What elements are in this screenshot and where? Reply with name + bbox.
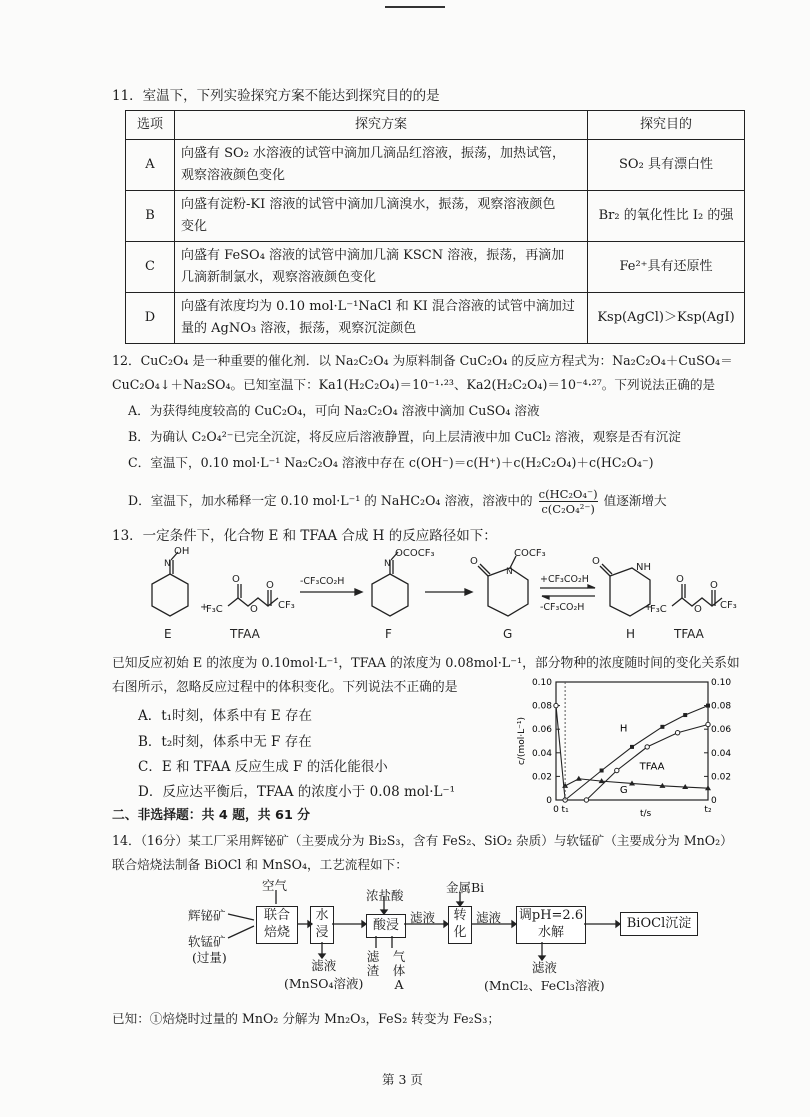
svg-text:O: O (266, 580, 274, 591)
col-header-plan: 探究方案 (175, 111, 588, 140)
goal-cell: Ksp(AgCl)＞Ksp(AgI) (588, 293, 745, 344)
q14-line1: 14．（16分）某工厂采用辉铋矿（主要成分为 Bi₂S₃，含有 FeS₂、SiO₂ 杂质）与软锰矿（主要成分为 MnO₂） (112, 833, 733, 848)
q14-line2: 联合焙烧法制备 BiOCl 和 MnSO₄，工艺流程如下： (112, 857, 408, 872)
arrow-label-1: -CF₃CO₂H (300, 576, 345, 587)
reaction-scheme (140, 546, 740, 646)
step-hydrolysis: 调pH=2.6 水解 (516, 906, 586, 944)
label-tfaa-2: TFAA (674, 627, 704, 641)
x-tick-label: t₂ (704, 805, 712, 815)
svg-text:N: N (164, 559, 171, 569)
arrow-label-forward: +CF₃CO₂H (540, 574, 589, 585)
page-number: 第 3 页 (382, 1072, 423, 1087)
y-axis-label: c/(mol·L⁻¹) (517, 716, 527, 766)
col-header-option: 选项 (126, 111, 175, 140)
point-tfaa (554, 703, 558, 707)
group-oh: OH (174, 546, 190, 557)
plus-sign: + (200, 602, 209, 613)
table-row (126, 191, 745, 242)
step-water-leach: 水 浸 (310, 906, 334, 944)
step-acid-leach: 酸浸 (366, 914, 406, 938)
input-metal-bi: 金属Bi (446, 880, 485, 895)
svg-text:O: O (232, 574, 240, 585)
y-tick-label: 0.02 (531, 772, 552, 783)
fraction-denominator: c(C₂O₄²⁻) (541, 502, 595, 516)
flow-arrows (180, 876, 710, 986)
option-label: C (126, 242, 175, 293)
input-excess: (过量) (192, 950, 227, 965)
y-tick-label: 0.06 (531, 725, 552, 736)
goal-cell: Fe²⁺具有还原性 (588, 242, 745, 293)
input-air: 空气 (262, 878, 288, 893)
q12-line1: 12．CuC₂O₄ 是一种重要的催化剂．以 Na₂C₂O₄ 为原料制备 CuC₂O₄ 的反应方程式为：Na₂C₂O₄＋CuSO₄＝ (112, 353, 733, 368)
y-tick-label: 0.10 (531, 678, 552, 688)
step-convert: 转 化 (448, 906, 472, 944)
series-line-h (565, 706, 708, 800)
col-header-goal: 探究目的 (588, 111, 745, 140)
svg-text:N: N (384, 559, 391, 569)
option-label: B (126, 191, 175, 242)
svg-text:O: O (676, 574, 684, 585)
y-tick-label: 0.04 (531, 748, 552, 759)
series-label-g: G (619, 784, 628, 796)
y-tick-label-right: 0 (711, 796, 717, 806)
y-tick-label-right: 0.02 (711, 772, 732, 783)
svg-text:N: N (506, 567, 513, 577)
input-pyrolusite: 软锰矿 (188, 934, 226, 949)
table-row (126, 242, 745, 293)
option-label: A (126, 140, 175, 191)
svg-text:O: O (710, 580, 718, 591)
svg-text:CF₃: CF₃ (278, 600, 295, 611)
svg-text:O: O (592, 556, 600, 567)
label-filtrate-1: 滤液 (410, 910, 436, 925)
q12-option-a: A．为获得纯度较高的 CuC₂O₄，可向 Na₂C₂O₄ 溶液中滴加 CuSO₄ 溶液 (128, 403, 540, 418)
label-filtrate-2: 滤液 (476, 910, 502, 925)
point-h (706, 704, 710, 708)
point-tfaa (615, 768, 619, 772)
step-roast: 联合 焙烧 (256, 906, 298, 944)
label-h: H (626, 627, 636, 641)
y-tick-label-right: 0.10 (711, 678, 732, 688)
input-bismuthinite: 辉铋矿 (188, 908, 226, 923)
y-tick-label-right: 0.06 (711, 725, 732, 736)
series-label-tfaa: TFAA (639, 761, 665, 773)
svg-text:F₃C: F₃C (650, 604, 667, 615)
point-h (630, 745, 634, 749)
top-rule (385, 6, 445, 8)
input-conc-hcl: 浓盐酸 (366, 888, 404, 903)
y-tick-label-right: 0.04 (711, 748, 732, 759)
q12-option-b: B．为确认 C₂O₄²⁻已完全沉淀，将反应后溶液静置，向上层清液中加 CuCl₂ 溶液，观察是否有沉淀 (128, 429, 681, 444)
y-tick-label: 0 (546, 796, 552, 806)
table-row (126, 293, 745, 344)
plus-sign: + (644, 602, 653, 613)
section-heading: 二、非选择题：共 4 题，共 61 分 (112, 808, 311, 823)
goal-cell: Br₂ 的氧化性比 I₂ 的强 (588, 191, 745, 242)
label-tfaa-1: TFAA (230, 627, 260, 641)
point-tfaa (675, 731, 679, 735)
series-label-h: H (619, 723, 628, 735)
plan-cell: 向盛有 FeSO₄ 溶液的试管中滴加几滴 KSCN 溶液，振荡，再滴加 几滴新制氯水，观察溶液颜色变化 (175, 242, 588, 293)
q12-line2: CuC₂O₄↓＋Na₂SO₄。已知室温下：Ka1(H₂C₂O₄)＝10⁻¹·²³、Ka2(H₂C₂O₄)＝10⁻⁴·²⁷。下列说法正确的是 (112, 377, 716, 392)
svg-text:O: O (250, 604, 258, 615)
ring-e (152, 574, 188, 616)
q13-line2: 右图所示，忽略反应过程中的体积变化。下列说法不正确的是 (112, 680, 458, 695)
goal-cell: SO₂ 具有漂白性 (588, 140, 745, 191)
concentration-chart (510, 674, 740, 824)
group-ococf3: OCOCF₃ (395, 548, 435, 559)
group-nh: NH (636, 562, 651, 573)
output-filtrate-chlorides: 滤液 (MnCl₂、FeCl₃溶液) (484, 960, 605, 993)
svg-text:F₃C: F₃C (206, 604, 223, 615)
x-axis-label: t/s (640, 809, 652, 819)
point-h (600, 769, 604, 773)
q13-option-b: B．t₂时刻，体系中无 F 存在 (138, 734, 312, 750)
point-tfaa (706, 722, 710, 726)
output-gas-a: 气体A (392, 949, 406, 992)
q12-option-d: D．室温下，加水稀释一定 0.10 mol·L⁻¹ 的 NaHC₂O₄ 溶液，溶液中的 $\frac{\text{c(HC₂O₄⁻)}}{\text{c(C₂O₄²⁻)}}$ 值逐渐增大 (128, 487, 667, 516)
point-g (576, 776, 582, 781)
fraction-numerator: c(HC₂O₄⁻) (538, 487, 598, 501)
label-e: E (164, 627, 172, 641)
q11-table (125, 110, 745, 344)
x-tick-label: t₁ (561, 805, 569, 815)
option-label: D (126, 293, 175, 344)
point-h (660, 725, 664, 729)
output-residue: 滤渣 (366, 949, 380, 978)
q13-option-d: D．反应达平衡后，TFAA 的浓度小于 0.08 mol·L⁻¹ (138, 784, 455, 800)
q13-option-c: C．E 和 TFAA 反应生成 F 的活化能很小 (138, 759, 388, 775)
product-biocl: BiOCl沉淀 (620, 912, 698, 936)
point-h (683, 713, 687, 717)
q14-known: 已知：①焙烧时过量的 MnO₂ 分解为 Mn₂O₃，FeS₂ 转变为 Fe₂S₃； (112, 1011, 500, 1026)
x-tick-label: 0 (553, 805, 559, 815)
ring-f (372, 574, 408, 616)
svg-text:CF₃: CF₃ (720, 600, 737, 611)
label-g: G (503, 627, 513, 641)
svg-text:O: O (694, 604, 702, 615)
svg-text:O: O (470, 556, 478, 567)
q13-line1: 已知反应初始 E 的浓度为 0.10mol·L⁻¹，TFAA 的浓度为 0.08mol·L⁻¹，部分物种的浓度随时间的变化关系如 (112, 656, 740, 671)
label-f: F (385, 627, 392, 641)
y-tick-label: 0.08 (531, 701, 552, 712)
arrow-label-reverse: -CF₃CO₂H (540, 602, 585, 613)
q13-stem: 13．一定条件下，化合物 E 和 TFAA 合成 H 的反应路径如下： (112, 528, 497, 544)
y-tick-label-right: 0.08 (711, 701, 732, 712)
group-cocf3: COCF₃ (514, 548, 546, 559)
table-row (126, 140, 745, 191)
output-filtrate-mnso4: 滤液 (MnSO₄溶液) (284, 958, 364, 991)
q12-option-c: C．室温下，0.10 mol·L⁻¹ Na₂C₂O₄ 溶液中存在 c(OH⁻)＝c(H⁺)＋c(H₂C₂O₄)＋c(HC₂O₄⁻) (128, 455, 654, 470)
point-tfaa (645, 745, 649, 749)
point-tfaa (584, 798, 588, 802)
plan-cell: 向盛有浓度均为 0.10 mol·L⁻¹NaCl 和 KI 混合溶液的试管中滴加过 量的 AgNO₃ 溶液，振荡，观察沉淀颜色 (175, 293, 588, 344)
q13-option-a: A．t₁时刻，体系中有 E 存在 (138, 708, 313, 724)
plan-cell: 向盛有淀粉-KI 溶液的试管中滴加几滴溴水，振荡，观察溶液颜色 变化 (175, 191, 588, 242)
plan-cell: 向盛有 SO₂ 水溶液的试管中滴加几滴品红溶液，振荡，加热试管， 观察溶液颜色变化 (175, 140, 588, 191)
q11-stem: 11．室温下，下列实验探究方案不能达到探究目的的是 (112, 88, 440, 104)
